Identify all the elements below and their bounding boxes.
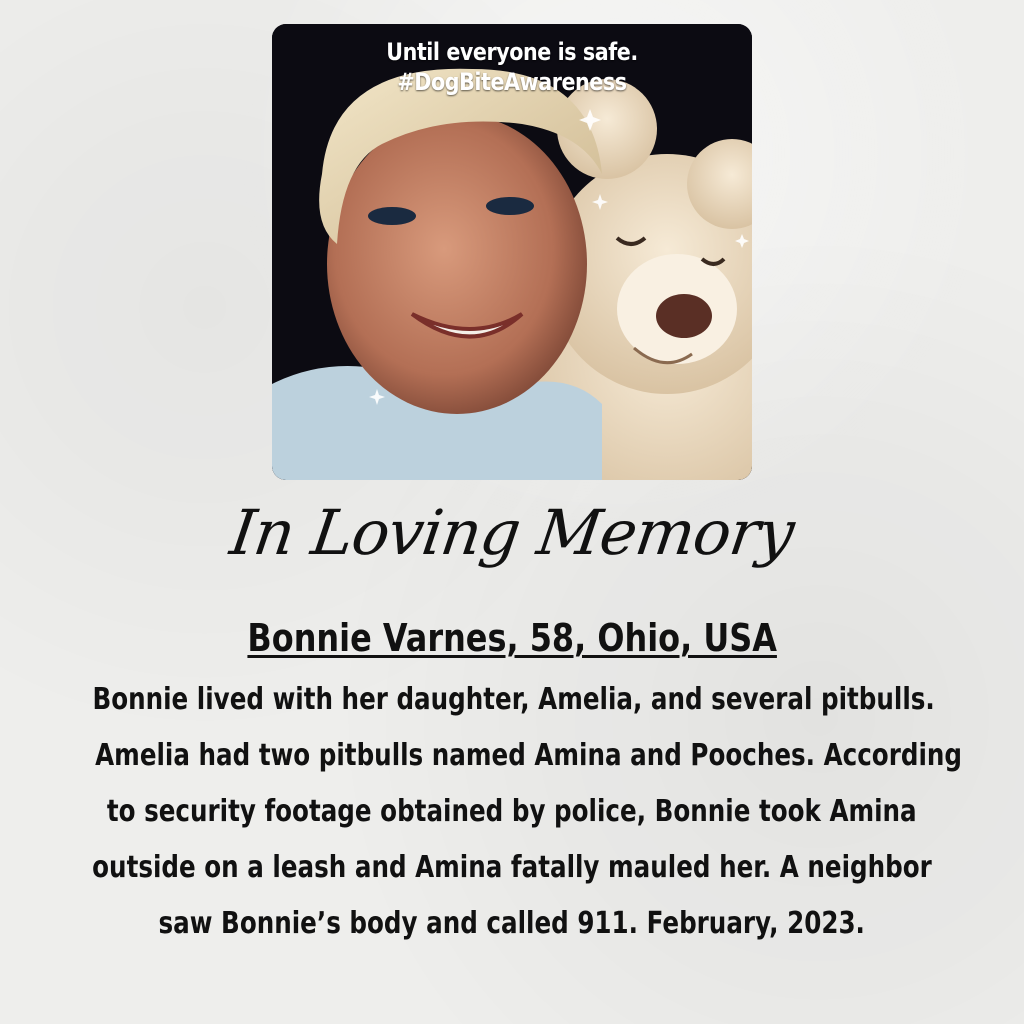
story-line-text: outside on a leash and Amina fatally mauled her. A neighbor [92, 850, 932, 885]
victim-name-line [0, 614, 1024, 662]
photo-caption-line1: Until everyone is safe. [386, 38, 638, 66]
photo-caption-hashtag: #DogBiteAwareness [397, 68, 627, 96]
story-line-text: saw Bonnie’s body and called 911. February, 2023. [158, 906, 866, 941]
story-line [0, 784, 1024, 840]
story-line-text: to security footage obtained by police, Bonnie took Amina [107, 794, 917, 829]
story-text [0, 672, 1024, 952]
story-line [0, 728, 1024, 784]
story-line [0, 840, 1024, 896]
story-line [0, 896, 1024, 952]
story-line-text: Bonnie lived with her daughter, Amelia, and several pitbulls. [92, 682, 935, 717]
in-loving-memory-heading: In Loving Memory [226, 496, 799, 569]
victim-name-text: Bonnie Varnes, 58, Ohio, USA [247, 616, 777, 660]
story-line-text: Amelia had two pitbulls named Amina and Pooches. According [95, 738, 962, 773]
story-line [0, 672, 1024, 728]
memorial-photo [272, 24, 752, 480]
